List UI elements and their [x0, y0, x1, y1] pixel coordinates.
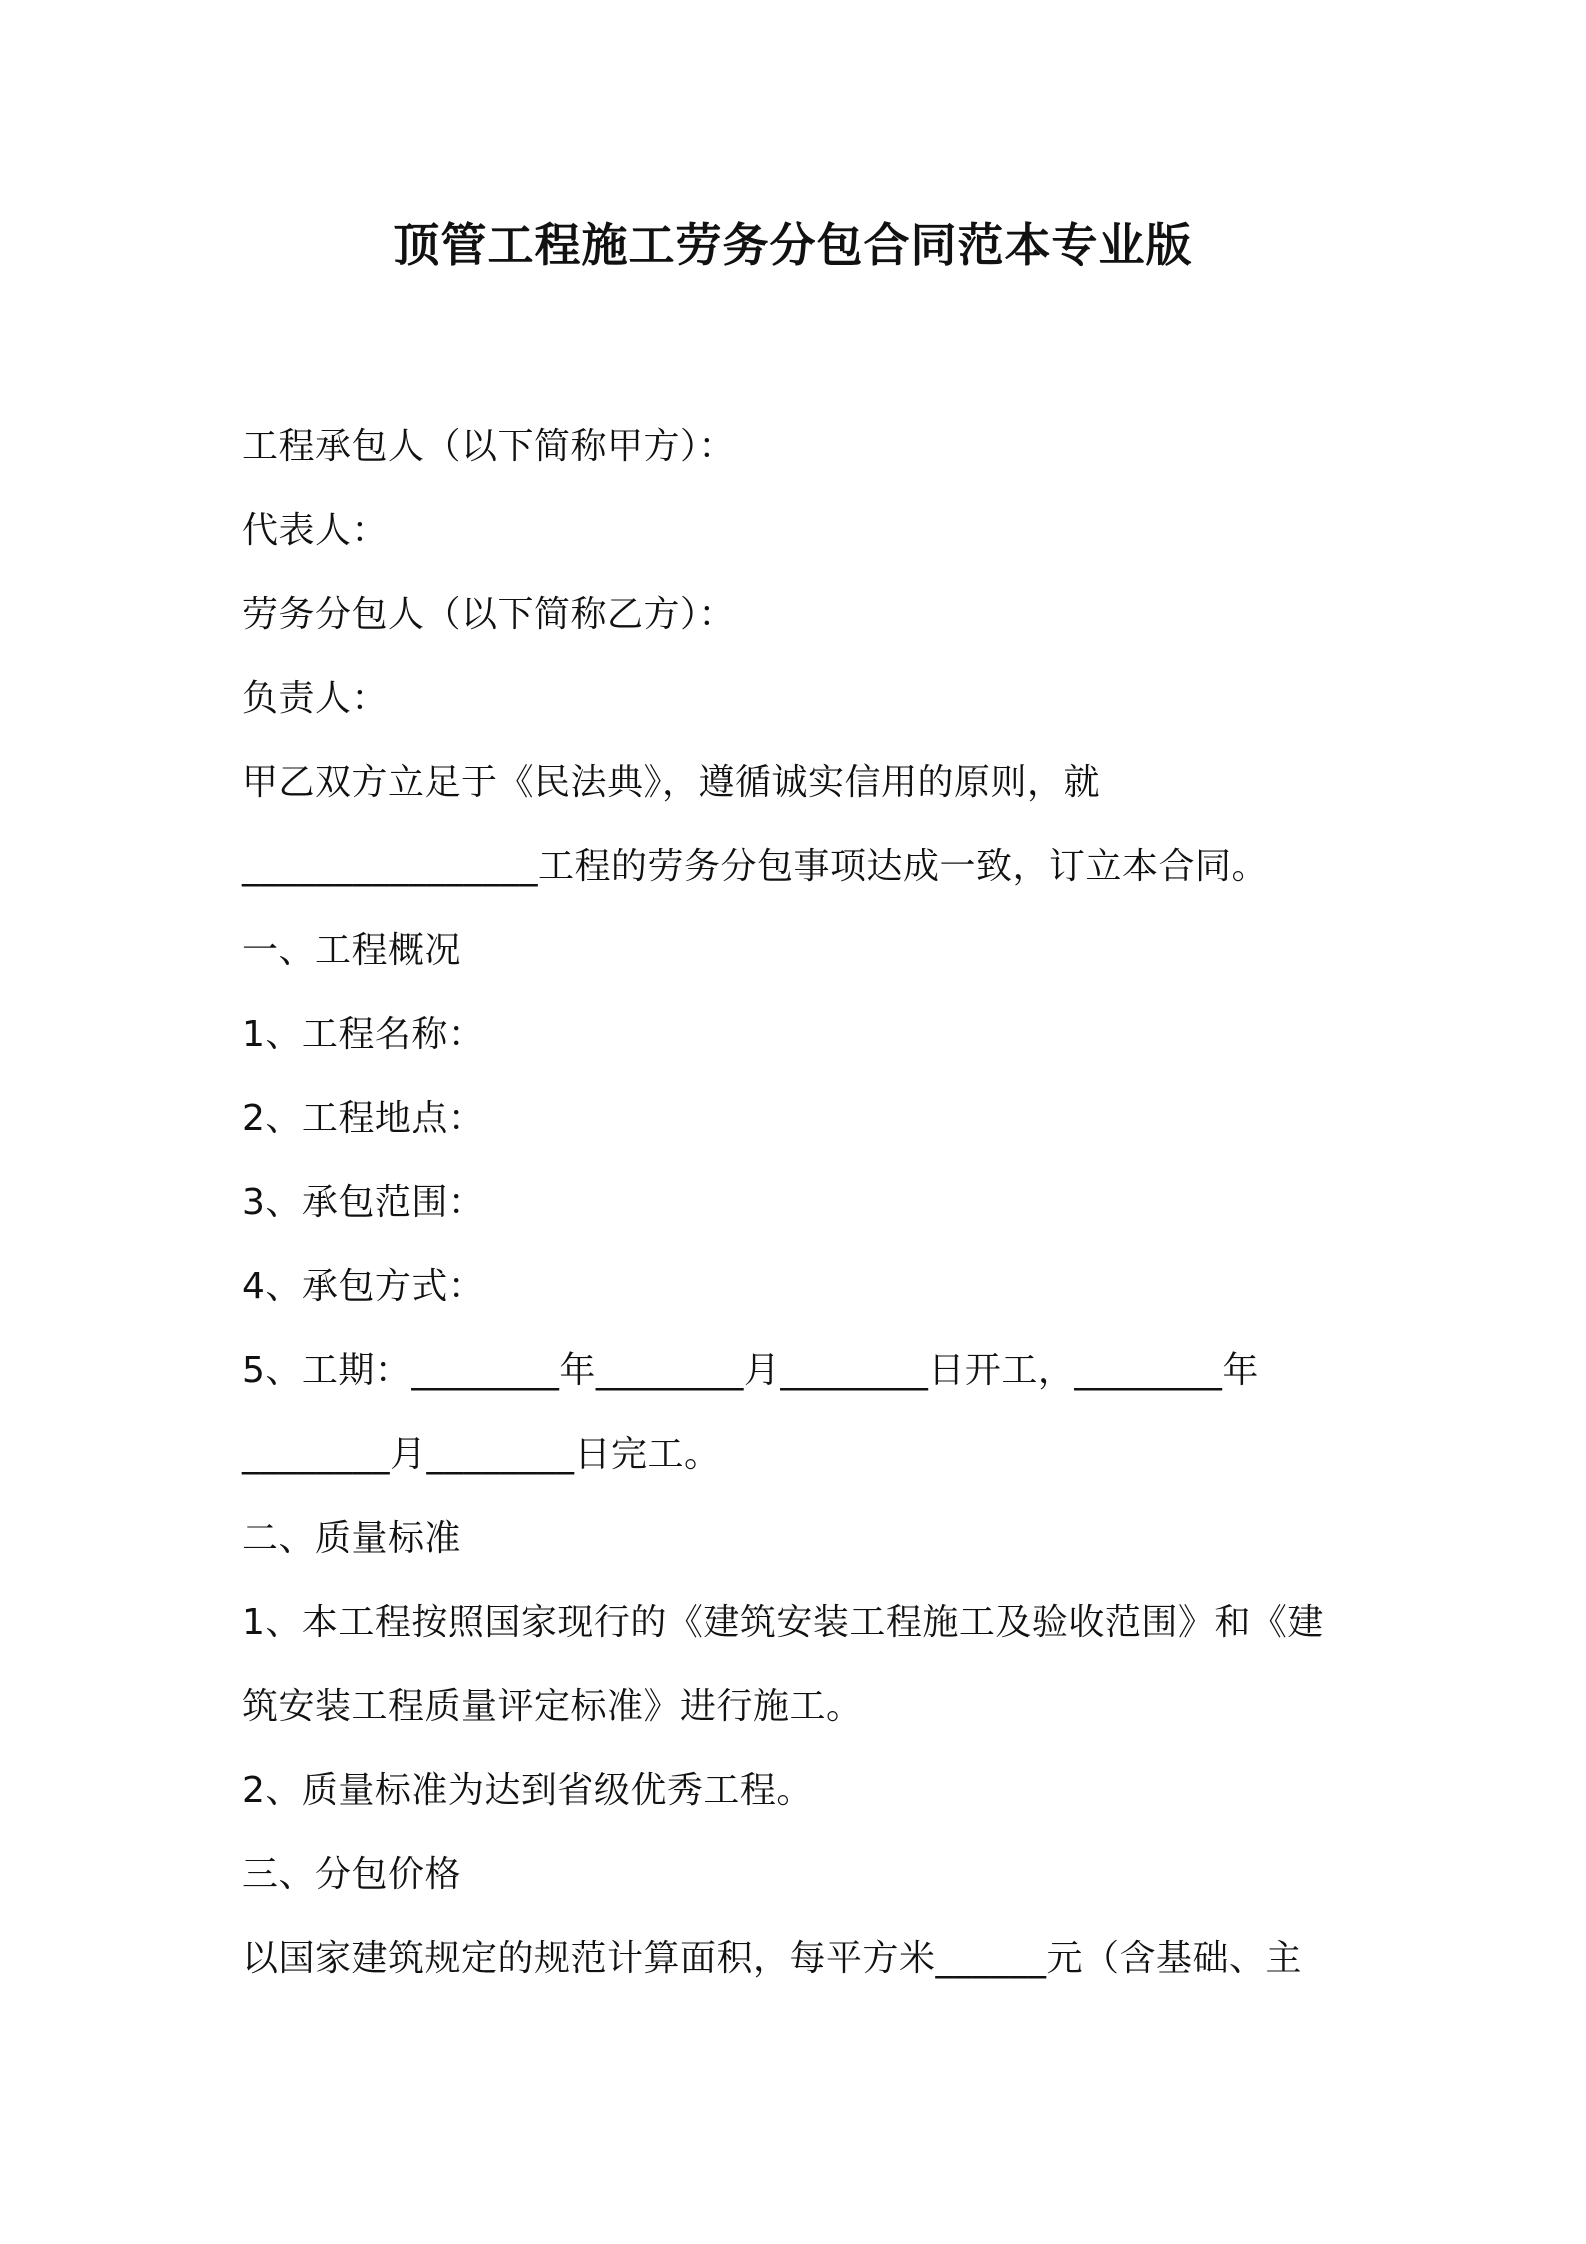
schedule-line-2: ________月________日完工。: [242, 1434, 721, 1475]
preamble-line-1: 甲乙双方立足于《民法典》，遵循诚实信用的原则，就: [242, 762, 1101, 803]
price-clause-line-1: 以国家建筑规定的规范计算面积，每平方米______元（含基础、主: [242, 1938, 1303, 1979]
section-heading-quality-standard: 二、质量标准: [242, 1518, 462, 1559]
schedule-line-1: 5、工期：________年________月________日开工，________年: [242, 1350, 1259, 1391]
section-heading-subcontract-price: 三、分包价格: [242, 1854, 462, 1895]
contract-method-field: 4、承包方式：: [242, 1266, 485, 1307]
section-heading-project-overview: 一、工程概况: [242, 930, 462, 971]
quality-clause-2: 2、质量标准为达到省级优秀工程。: [242, 1770, 813, 1811]
party-a-representative-label: 代表人：: [242, 510, 389, 551]
project-location-field: 2、工程地点：: [242, 1098, 485, 1139]
preamble-line-2: ________________工程的劳务分包事项达成一致，订立本合同。: [242, 846, 1269, 887]
document-body: [242, 405, 1352, 2001]
party-a-label: 工程承包人（以下简称甲方）：: [242, 426, 736, 467]
document-title: 顶管工程施工劳务分包合同范本专业版: [393, 218, 1193, 272]
project-name-field: 1、工程名称：: [242, 1014, 485, 1055]
quality-clause-1-line-1: 1、本工程按照国家现行的《建筑安装工程施工及验收范围》和《建: [242, 1602, 1324, 1643]
party-b-label: 劳务分包人（以下简称乙方）：: [242, 594, 736, 635]
quality-clause-1-line-2: 筑安装工程质量评定标准》进行施工。: [242, 1686, 863, 1727]
party-b-responsible-label: 负责人：: [242, 678, 389, 719]
contract-scope-field: 3、承包范围：: [242, 1182, 485, 1223]
